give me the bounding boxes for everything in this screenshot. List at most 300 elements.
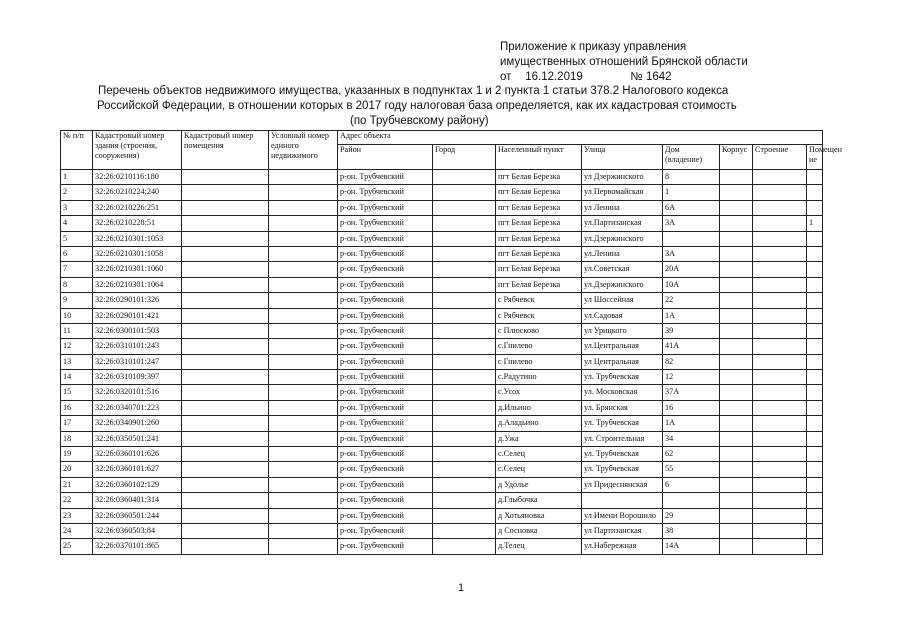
cell-building-cad: 32:26:0360401:314 bbox=[93, 493, 182, 508]
cell-house: 22 bbox=[663, 293, 720, 308]
cell-korpus bbox=[720, 308, 753, 323]
cell-building bbox=[753, 170, 807, 185]
cell-district: р-он. Трубчевский bbox=[338, 447, 433, 462]
page-number: 1 bbox=[458, 582, 465, 594]
cell-complex-cad bbox=[269, 385, 338, 400]
cell-complex-cad bbox=[269, 539, 338, 554]
col-address-header: Адрес объекта bbox=[338, 131, 823, 145]
cell-building bbox=[753, 293, 807, 308]
cell-korpus bbox=[720, 400, 753, 415]
cell-city bbox=[433, 216, 496, 231]
cell-district: р-он. Трубчевский bbox=[338, 277, 433, 292]
col-korpus-header: Корпус bbox=[720, 145, 753, 170]
cell-district: р-он. Трубчевский bbox=[338, 508, 433, 523]
cell-district: р-он. Трубчевский bbox=[338, 431, 433, 446]
cell-building bbox=[753, 323, 807, 338]
cell-row-num: 19 bbox=[61, 447, 93, 462]
cell-room bbox=[807, 293, 823, 308]
cell-building bbox=[753, 447, 807, 462]
cell-house: 10А bbox=[663, 277, 720, 292]
cell-row-num: 14 bbox=[61, 370, 93, 385]
table-row bbox=[61, 277, 823, 292]
cell-room-cad bbox=[182, 246, 269, 261]
cell-street: ул.Ленина bbox=[582, 246, 663, 261]
cell-settlement: пгт Белая Березка bbox=[496, 262, 582, 277]
cell-settlement: пгт Белая Березка bbox=[496, 185, 582, 200]
header-date-line bbox=[500, 70, 748, 85]
cell-room bbox=[807, 462, 823, 477]
table-row bbox=[61, 523, 823, 538]
cell-district: р-он. Трубчевский bbox=[338, 354, 433, 369]
cell-building-cad: 32:26:0210301:1053 bbox=[93, 231, 182, 246]
cell-row-num: 24 bbox=[61, 523, 93, 538]
cell-city bbox=[433, 462, 496, 477]
cell-korpus bbox=[720, 539, 753, 554]
cell-complex-cad bbox=[269, 523, 338, 538]
table-row bbox=[61, 370, 823, 385]
cell-korpus bbox=[720, 185, 753, 200]
cell-room bbox=[807, 416, 823, 431]
table-row bbox=[61, 354, 823, 369]
cell-room-cad bbox=[182, 262, 269, 277]
order-date: 16.12.2019 bbox=[525, 71, 583, 83]
cell-room-cad bbox=[182, 385, 269, 400]
cell-house: 37А bbox=[663, 385, 720, 400]
cell-city bbox=[433, 323, 496, 338]
cell-korpus bbox=[720, 216, 753, 231]
cell-street bbox=[582, 493, 663, 508]
cell-house: 62 bbox=[663, 447, 720, 462]
cell-room-cad bbox=[182, 462, 269, 477]
cell-street: ул.Набережная bbox=[582, 539, 663, 554]
cell-row-num: 22 bbox=[61, 493, 93, 508]
cell-settlement: с.Селец bbox=[496, 462, 582, 477]
table-row bbox=[61, 185, 823, 200]
cell-room bbox=[807, 200, 823, 215]
cell-building bbox=[753, 216, 807, 231]
col-complex-cad-header: Условный номер единого недвижимого bbox=[269, 131, 338, 170]
cell-district: р-он. Трубчевский bbox=[338, 170, 433, 185]
cell-room bbox=[807, 447, 823, 462]
order-number: № 1642 bbox=[630, 71, 672, 83]
cell-row-num: 17 bbox=[61, 416, 93, 431]
cell-room: 1 bbox=[807, 216, 823, 231]
cell-building bbox=[753, 354, 807, 369]
cell-row-num: 18 bbox=[61, 431, 93, 446]
cell-room-cad bbox=[182, 277, 269, 292]
cell-city bbox=[433, 293, 496, 308]
cell-complex-cad bbox=[269, 493, 338, 508]
cell-building bbox=[753, 539, 807, 554]
table-row bbox=[61, 493, 823, 508]
table-row bbox=[61, 200, 823, 215]
cell-settlement: д.Ильино bbox=[496, 400, 582, 415]
table-row bbox=[61, 400, 823, 415]
cell-room bbox=[807, 231, 823, 246]
cell-row-num: 4 bbox=[61, 216, 93, 231]
col-room-header: Помещен ие bbox=[807, 145, 823, 170]
cell-room-cad bbox=[182, 170, 269, 185]
cell-room bbox=[807, 431, 823, 446]
cell-korpus bbox=[720, 523, 753, 538]
cell-korpus bbox=[720, 170, 753, 185]
cell-building bbox=[753, 277, 807, 292]
cell-building bbox=[753, 200, 807, 215]
cell-row-num: 5 bbox=[61, 231, 93, 246]
cell-building-cad: 32:26:0210228:51 bbox=[93, 216, 182, 231]
cell-building bbox=[753, 308, 807, 323]
cell-complex-cad bbox=[269, 262, 338, 277]
title-line-3: (по Трубчевскому району) bbox=[350, 115, 489, 127]
cell-building-cad: 32:26:0360503:84 bbox=[93, 523, 182, 538]
cell-room bbox=[807, 400, 823, 415]
cell-room-cad bbox=[182, 293, 269, 308]
cell-row-num: 3 bbox=[61, 200, 93, 215]
cell-building bbox=[753, 385, 807, 400]
col-district-header: Район bbox=[338, 145, 433, 170]
cell-district: р-он. Трубчевский bbox=[338, 323, 433, 338]
table-row bbox=[61, 508, 823, 523]
table-row bbox=[61, 539, 823, 554]
cell-district: р-он. Трубчевский bbox=[338, 477, 433, 492]
cell-street: ул. Брянская bbox=[582, 400, 663, 415]
cell-city bbox=[433, 308, 496, 323]
cell-building-cad: 32:26:0320101:516 bbox=[93, 385, 182, 400]
cell-settlement: с.Усох bbox=[496, 385, 582, 400]
cell-house: 20А bbox=[663, 262, 720, 277]
cell-row-num: 21 bbox=[61, 477, 93, 492]
cell-room-cad bbox=[182, 339, 269, 354]
cell-complex-cad bbox=[269, 477, 338, 492]
cell-city bbox=[433, 523, 496, 538]
cell-house: 16 bbox=[663, 400, 720, 415]
cell-building-cad: 32:26:0360101:626 bbox=[93, 447, 182, 462]
cell-complex-cad bbox=[269, 370, 338, 385]
cell-city bbox=[433, 416, 496, 431]
cell-complex-cad bbox=[269, 354, 338, 369]
cell-row-num: 10 bbox=[61, 308, 93, 323]
cell-room bbox=[807, 508, 823, 523]
table-row bbox=[61, 293, 823, 308]
cell-settlement: пгт Белая Березка bbox=[496, 170, 582, 185]
cell-house: 8 bbox=[663, 170, 720, 185]
cell-complex-cad bbox=[269, 308, 338, 323]
cell-street: ул.Садовая bbox=[582, 308, 663, 323]
table-row bbox=[61, 323, 823, 338]
cell-building-cad: 32:26:0210116:180 bbox=[93, 170, 182, 185]
cell-city bbox=[433, 354, 496, 369]
cell-row-num: 7 bbox=[61, 262, 93, 277]
cell-city bbox=[433, 400, 496, 415]
col-settlement-header: Населенный пункт bbox=[496, 145, 582, 170]
cell-complex-cad bbox=[269, 185, 338, 200]
cell-complex-cad bbox=[269, 246, 338, 261]
col-num-header: № п/п bbox=[61, 131, 93, 170]
cell-district: р-он. Трубчевский bbox=[338, 216, 433, 231]
title-line-1: Перечень объектов недвижимого имущества, указанных в подпунктах 1 и 2 пункта 1 статьи 378.2 Налогового кодекса bbox=[98, 85, 729, 97]
cell-street: ул. Трубчевская bbox=[582, 447, 663, 462]
cell-street: ул Придеснянская bbox=[582, 477, 663, 492]
table-row bbox=[61, 216, 823, 231]
cell-city bbox=[433, 508, 496, 523]
cell-korpus bbox=[720, 462, 753, 477]
cell-room-cad bbox=[182, 416, 269, 431]
cell-house: 12 bbox=[663, 370, 720, 385]
header-line-1: Приложение к приказу управления bbox=[500, 41, 687, 53]
cell-city bbox=[433, 447, 496, 462]
cell-street: ул.Советская bbox=[582, 262, 663, 277]
cell-building bbox=[753, 416, 807, 431]
cell-complex-cad bbox=[269, 170, 338, 185]
cell-district: р-он. Трубчевский bbox=[338, 462, 433, 477]
cell-district: р-он. Трубчевский bbox=[338, 493, 433, 508]
cell-house: 82 bbox=[663, 354, 720, 369]
cell-korpus bbox=[720, 246, 753, 261]
cell-korpus bbox=[720, 370, 753, 385]
cell-district: р-он. Трубчевский bbox=[338, 185, 433, 200]
cell-building bbox=[753, 462, 807, 477]
cell-settlement: д.Ужа bbox=[496, 431, 582, 446]
objects-table bbox=[60, 130, 842, 555]
cell-city bbox=[433, 185, 496, 200]
document-title bbox=[60, 84, 800, 129]
cell-room bbox=[807, 323, 823, 338]
cell-district: р-он. Трубчевский bbox=[338, 370, 433, 385]
cell-room-cad bbox=[182, 431, 269, 446]
cell-city bbox=[433, 200, 496, 215]
cell-building-cad: 32:26:0350501:241 bbox=[93, 431, 182, 446]
cell-city bbox=[433, 339, 496, 354]
cell-house: 55 bbox=[663, 462, 720, 477]
date-prefix: от bbox=[500, 71, 512, 83]
cell-room bbox=[807, 477, 823, 492]
table-row bbox=[61, 385, 823, 400]
cell-street: ул. Московская bbox=[582, 385, 663, 400]
cell-house: 3А bbox=[663, 246, 720, 261]
cell-city bbox=[433, 246, 496, 261]
cell-settlement: с.Гнилево bbox=[496, 339, 582, 354]
cell-house: 39 bbox=[663, 323, 720, 338]
cell-building-cad: 32:26:0210226:251 bbox=[93, 200, 182, 215]
cell-korpus bbox=[720, 431, 753, 446]
col-building-header: Строение bbox=[753, 145, 807, 170]
cell-row-num: 20 bbox=[61, 462, 93, 477]
cell-room bbox=[807, 539, 823, 554]
cell-building-cad: 32:26:0310101:243 bbox=[93, 339, 182, 354]
cell-room-cad bbox=[182, 447, 269, 462]
cell-house: 6 bbox=[663, 477, 720, 492]
cell-building bbox=[753, 523, 807, 538]
cell-city bbox=[433, 231, 496, 246]
cell-city bbox=[433, 370, 496, 385]
cell-room bbox=[807, 370, 823, 385]
cell-row-num: 12 bbox=[61, 339, 93, 354]
cell-room-cad bbox=[182, 400, 269, 415]
cell-street: ул.Центральная bbox=[582, 339, 663, 354]
table-row bbox=[61, 170, 823, 185]
cell-district: р-он. Трубчевский bbox=[338, 339, 433, 354]
cell-building-cad: 32:26:0290101:421 bbox=[93, 308, 182, 323]
cell-room bbox=[807, 262, 823, 277]
table-row bbox=[61, 231, 823, 246]
col-street-header: Улица bbox=[582, 145, 663, 170]
cell-building bbox=[753, 508, 807, 523]
col-house-header: Дом (владение) bbox=[663, 145, 720, 170]
cell-row-num: 23 bbox=[61, 508, 93, 523]
cell-settlement: пгт Белая Березка bbox=[496, 277, 582, 292]
cell-room bbox=[807, 185, 823, 200]
cell-district: р-он. Трубчевский bbox=[338, 400, 433, 415]
cell-korpus bbox=[720, 339, 753, 354]
cell-building-cad: 32:26:0310101:247 bbox=[93, 354, 182, 369]
table-row bbox=[61, 431, 823, 446]
cell-korpus bbox=[720, 477, 753, 492]
cell-street: ул.Дзержинского bbox=[582, 231, 663, 246]
cell-building-cad: 32:26:0210301:1060 bbox=[93, 262, 182, 277]
cell-house: 38 bbox=[663, 523, 720, 538]
cell-street: ул Партизанская bbox=[582, 523, 663, 538]
cell-district: р-он. Трубчевский bbox=[338, 539, 433, 554]
cell-settlement: д Хотьяновка bbox=[496, 508, 582, 523]
cell-street: ул Ленина bbox=[582, 200, 663, 215]
cell-house: 29 bbox=[663, 508, 720, 523]
cell-room-cad bbox=[182, 231, 269, 246]
cell-room-cad bbox=[182, 493, 269, 508]
cell-row-num: 8 bbox=[61, 277, 93, 292]
cell-settlement: д.Глыбочка bbox=[496, 493, 582, 508]
cell-korpus bbox=[720, 447, 753, 462]
cell-room-cad bbox=[182, 539, 269, 554]
cell-row-num: 2 bbox=[61, 185, 93, 200]
cell-street: ул Урицкого bbox=[582, 323, 663, 338]
cell-settlement: с Гнилево bbox=[496, 354, 582, 369]
table-row bbox=[61, 416, 823, 431]
cell-room-cad bbox=[182, 200, 269, 215]
col-city-header: Город bbox=[433, 145, 496, 170]
cell-house: 6А bbox=[663, 200, 720, 215]
cell-city bbox=[433, 431, 496, 446]
cell-complex-cad bbox=[269, 462, 338, 477]
cell-street: ул. Трубчевская bbox=[582, 416, 663, 431]
header-line-2: имущественных отношений Брянской области bbox=[500, 56, 748, 68]
cell-house: 1А bbox=[663, 416, 720, 431]
cell-row-num: 16 bbox=[61, 400, 93, 415]
cell-room bbox=[807, 523, 823, 538]
cell-district: р-он. Трубчевский bbox=[338, 523, 433, 538]
cell-house: 1А bbox=[663, 308, 720, 323]
cell-room-cad bbox=[182, 308, 269, 323]
cell-complex-cad bbox=[269, 323, 338, 338]
cell-house: 3А bbox=[663, 216, 720, 231]
cell-room bbox=[807, 246, 823, 261]
cell-building bbox=[753, 231, 807, 246]
cell-korpus bbox=[720, 323, 753, 338]
col-building-cad-header: Кадастровый номер здания (строения, сооружения) bbox=[93, 131, 182, 170]
cell-settlement: с.Селец bbox=[496, 447, 582, 462]
cell-room bbox=[807, 277, 823, 292]
cell-settlement: пгт Белая Березка bbox=[496, 216, 582, 231]
cell-street: ул. Строительная bbox=[582, 431, 663, 446]
cell-room-cad bbox=[182, 508, 269, 523]
cell-settlement: с Рябчевск bbox=[496, 293, 582, 308]
cell-building-cad: 32:26:0360101:627 bbox=[93, 462, 182, 477]
cell-korpus bbox=[720, 293, 753, 308]
cell-settlement: пгт Белая Березка bbox=[496, 246, 582, 261]
cell-room bbox=[807, 493, 823, 508]
cell-room-cad bbox=[182, 216, 269, 231]
cell-room bbox=[807, 339, 823, 354]
cell-row-num: 25 bbox=[61, 539, 93, 554]
cell-korpus bbox=[720, 262, 753, 277]
cell-street: ул.Дзержинского bbox=[582, 277, 663, 292]
cell-complex-cad bbox=[269, 231, 338, 246]
cell-building bbox=[753, 477, 807, 492]
cell-complex-cad bbox=[269, 216, 338, 231]
table-row bbox=[61, 308, 823, 323]
cell-settlement: д.Телец bbox=[496, 539, 582, 554]
cell-building bbox=[753, 493, 807, 508]
cell-row-num: 1 bbox=[61, 170, 93, 185]
table-row bbox=[61, 339, 823, 354]
cell-room-cad bbox=[182, 370, 269, 385]
cell-street: ул Дзержинского bbox=[582, 170, 663, 185]
cell-building bbox=[753, 431, 807, 446]
cell-city bbox=[433, 277, 496, 292]
cell-row-num: 15 bbox=[61, 385, 93, 400]
cell-street: ул. Трубчевская bbox=[582, 462, 663, 477]
cell-house: 1 bbox=[663, 185, 720, 200]
cell-room bbox=[807, 170, 823, 185]
cell-settlement: с Плюсково bbox=[496, 323, 582, 338]
cell-building bbox=[753, 370, 807, 385]
cell-district: р-он. Трубчевский bbox=[338, 262, 433, 277]
col-room-cad-header: Кадастровый номер помещения bbox=[182, 131, 269, 170]
cell-street: ул Первомайская bbox=[582, 185, 663, 200]
cell-settlement: пгт Белая Березка bbox=[496, 200, 582, 215]
cell-row-num: 11 bbox=[61, 323, 93, 338]
cell-house bbox=[663, 231, 720, 246]
cell-street: ул Шоссейная bbox=[582, 293, 663, 308]
cell-city bbox=[433, 385, 496, 400]
cell-complex-cad bbox=[269, 200, 338, 215]
cell-room-cad bbox=[182, 523, 269, 538]
cell-district: р-он. Трубчевский bbox=[338, 385, 433, 400]
cell-settlement: с Рябчевск bbox=[496, 308, 582, 323]
cell-room bbox=[807, 385, 823, 400]
cell-building-cad: 32:26:0310109:397 bbox=[93, 370, 182, 385]
cell-building-cad: 32:26:0210301:1058 bbox=[93, 246, 182, 261]
cell-street: ул Имени Ворошило bbox=[582, 508, 663, 523]
table-row bbox=[61, 462, 823, 477]
cell-settlement: д.Аладьино bbox=[496, 416, 582, 431]
cell-building-cad: 32:26:0370101:865 bbox=[93, 539, 182, 554]
cell-room bbox=[807, 354, 823, 369]
table-header-row bbox=[61, 131, 823, 145]
cell-district: р-он. Трубчевский bbox=[338, 308, 433, 323]
cell-street: ул.Партизанская bbox=[582, 216, 663, 231]
cell-street: ул Центральная bbox=[582, 354, 663, 369]
cell-building-cad: 32:26:0360102:129 bbox=[93, 477, 182, 492]
cell-city bbox=[433, 493, 496, 508]
cell-building-cad: 32:26:0340701:223 bbox=[93, 400, 182, 415]
cell-row-num: 9 bbox=[61, 293, 93, 308]
cell-city bbox=[433, 539, 496, 554]
cell-settlement: д Сосновка bbox=[496, 523, 582, 538]
cell-complex-cad bbox=[269, 400, 338, 415]
cell-complex-cad bbox=[269, 416, 338, 431]
cell-district: р-он. Трубчевский bbox=[338, 200, 433, 215]
cell-building bbox=[753, 400, 807, 415]
